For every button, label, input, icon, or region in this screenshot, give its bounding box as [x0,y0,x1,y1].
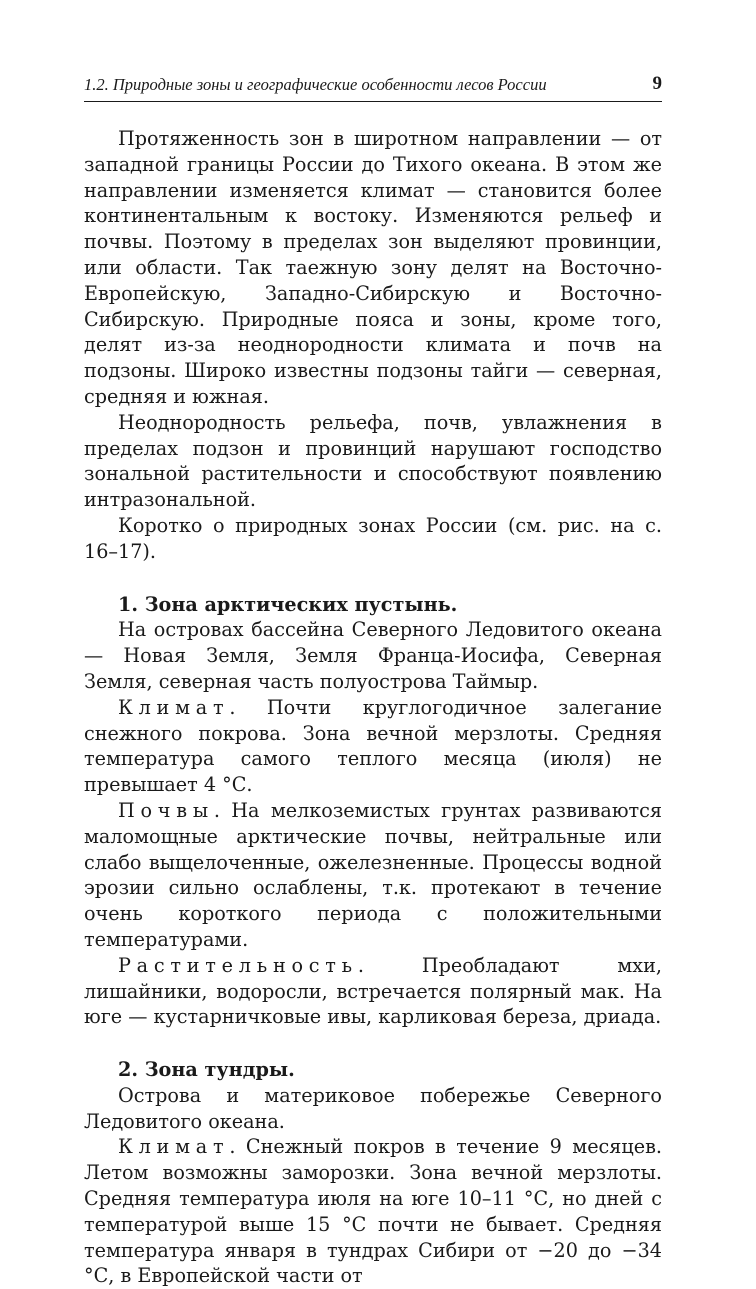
paragraph-heterogeneity: Неоднородность рельефа, почв, увлажнения в пределах подзон и провинций нарушают господство зональной растительности и способствуют появлению интразональной. [84,410,662,512]
text-climate: . Почти круглогодичное залегание снежного покрова. Зона вечной мерзлоты. Средняя температура самого теплого месяца (июля) не превышает 4 °С. [84,695,662,797]
label-vegetation: Растительность [118,953,358,977]
heading-tundra: 2. Зона тундры. [118,1058,295,1082]
label-climate: Климат [118,695,230,719]
running-head [84,73,662,97]
header-rule [84,101,662,102]
text-vegetation: . Преобладают мхи, лишайники, водоросли, встречается полярный мак. На юге — кустарничковые ивы, карликовая береза, дриада. [84,953,662,1029]
text-climate: . Снежный покров в течение 9 месяцев. Летом возможны заморозки. Зона вечной мерзлоты. Средняя температура июля на юге 10–11 °С, но дней с температурой выше 15 °С почти не бывает. Средняя температура января в тундрах Сибири от −20 до −34 °С, в Европейской части от [84,1135,662,1288]
label-climate: Климат [118,1135,230,1159]
paragraph-zones-extent: Протяженность зон в широтном направлении — от западной границы России до Тихого океана. В этом же направлении изменяется климат — становится более континентальным к востоку. Изменяются рельеф и почвы. Поэтому в пределах зон выделяют провинции, или области. Так таежную зону делят на Восточно-Европейскую, Западно-Сибирскую и Восточно-Сибирскую. Природные пояса и зоны, кроме того, делят из-за неоднородности климата и почв на подзоны. Широко известны подзоны тайги — северная, средняя и южная. [84,127,662,408]
page-number: 9 [652,73,662,94]
running-title: 1.2. Природные зоны и географические особенности лесов России [84,75,547,94]
paragraph-tundra-climate [84,1134,662,1289]
heading-arctic-deserts: 1. Зона арктических пустынь. [118,592,458,616]
paragraph-overview: Коротко о природных зонах России (см. рис. на с. 16–17). [84,513,662,563]
paragraph-arctic-vegetation [84,953,662,1030]
text-soils: . На мелкоземистых грунтах развиваются маломощные арктические почвы, нейтральные или слабо выщелоченные, ожелезненные. Процессы водной эрозии сильно ослаблены, т.к. протекают в течение очень короткого периода с положительными температурами. [84,798,662,951]
paragraph-tundra-location: Острова и материковое побережье Северного Ледовитого океана. [84,1083,662,1133]
body-text [84,126,662,1289]
paragraph-arctic-climate [84,695,662,798]
paragraph-arctic-location: На островах бассейна Северного Ледовитого океана — Новая Земля, Земля Франца-Иосифа, Северная Земля, северная часть полуострова Таймыр. [84,618,662,693]
paragraph-arctic-soils [84,798,662,953]
label-soils: Почвы [118,798,214,822]
